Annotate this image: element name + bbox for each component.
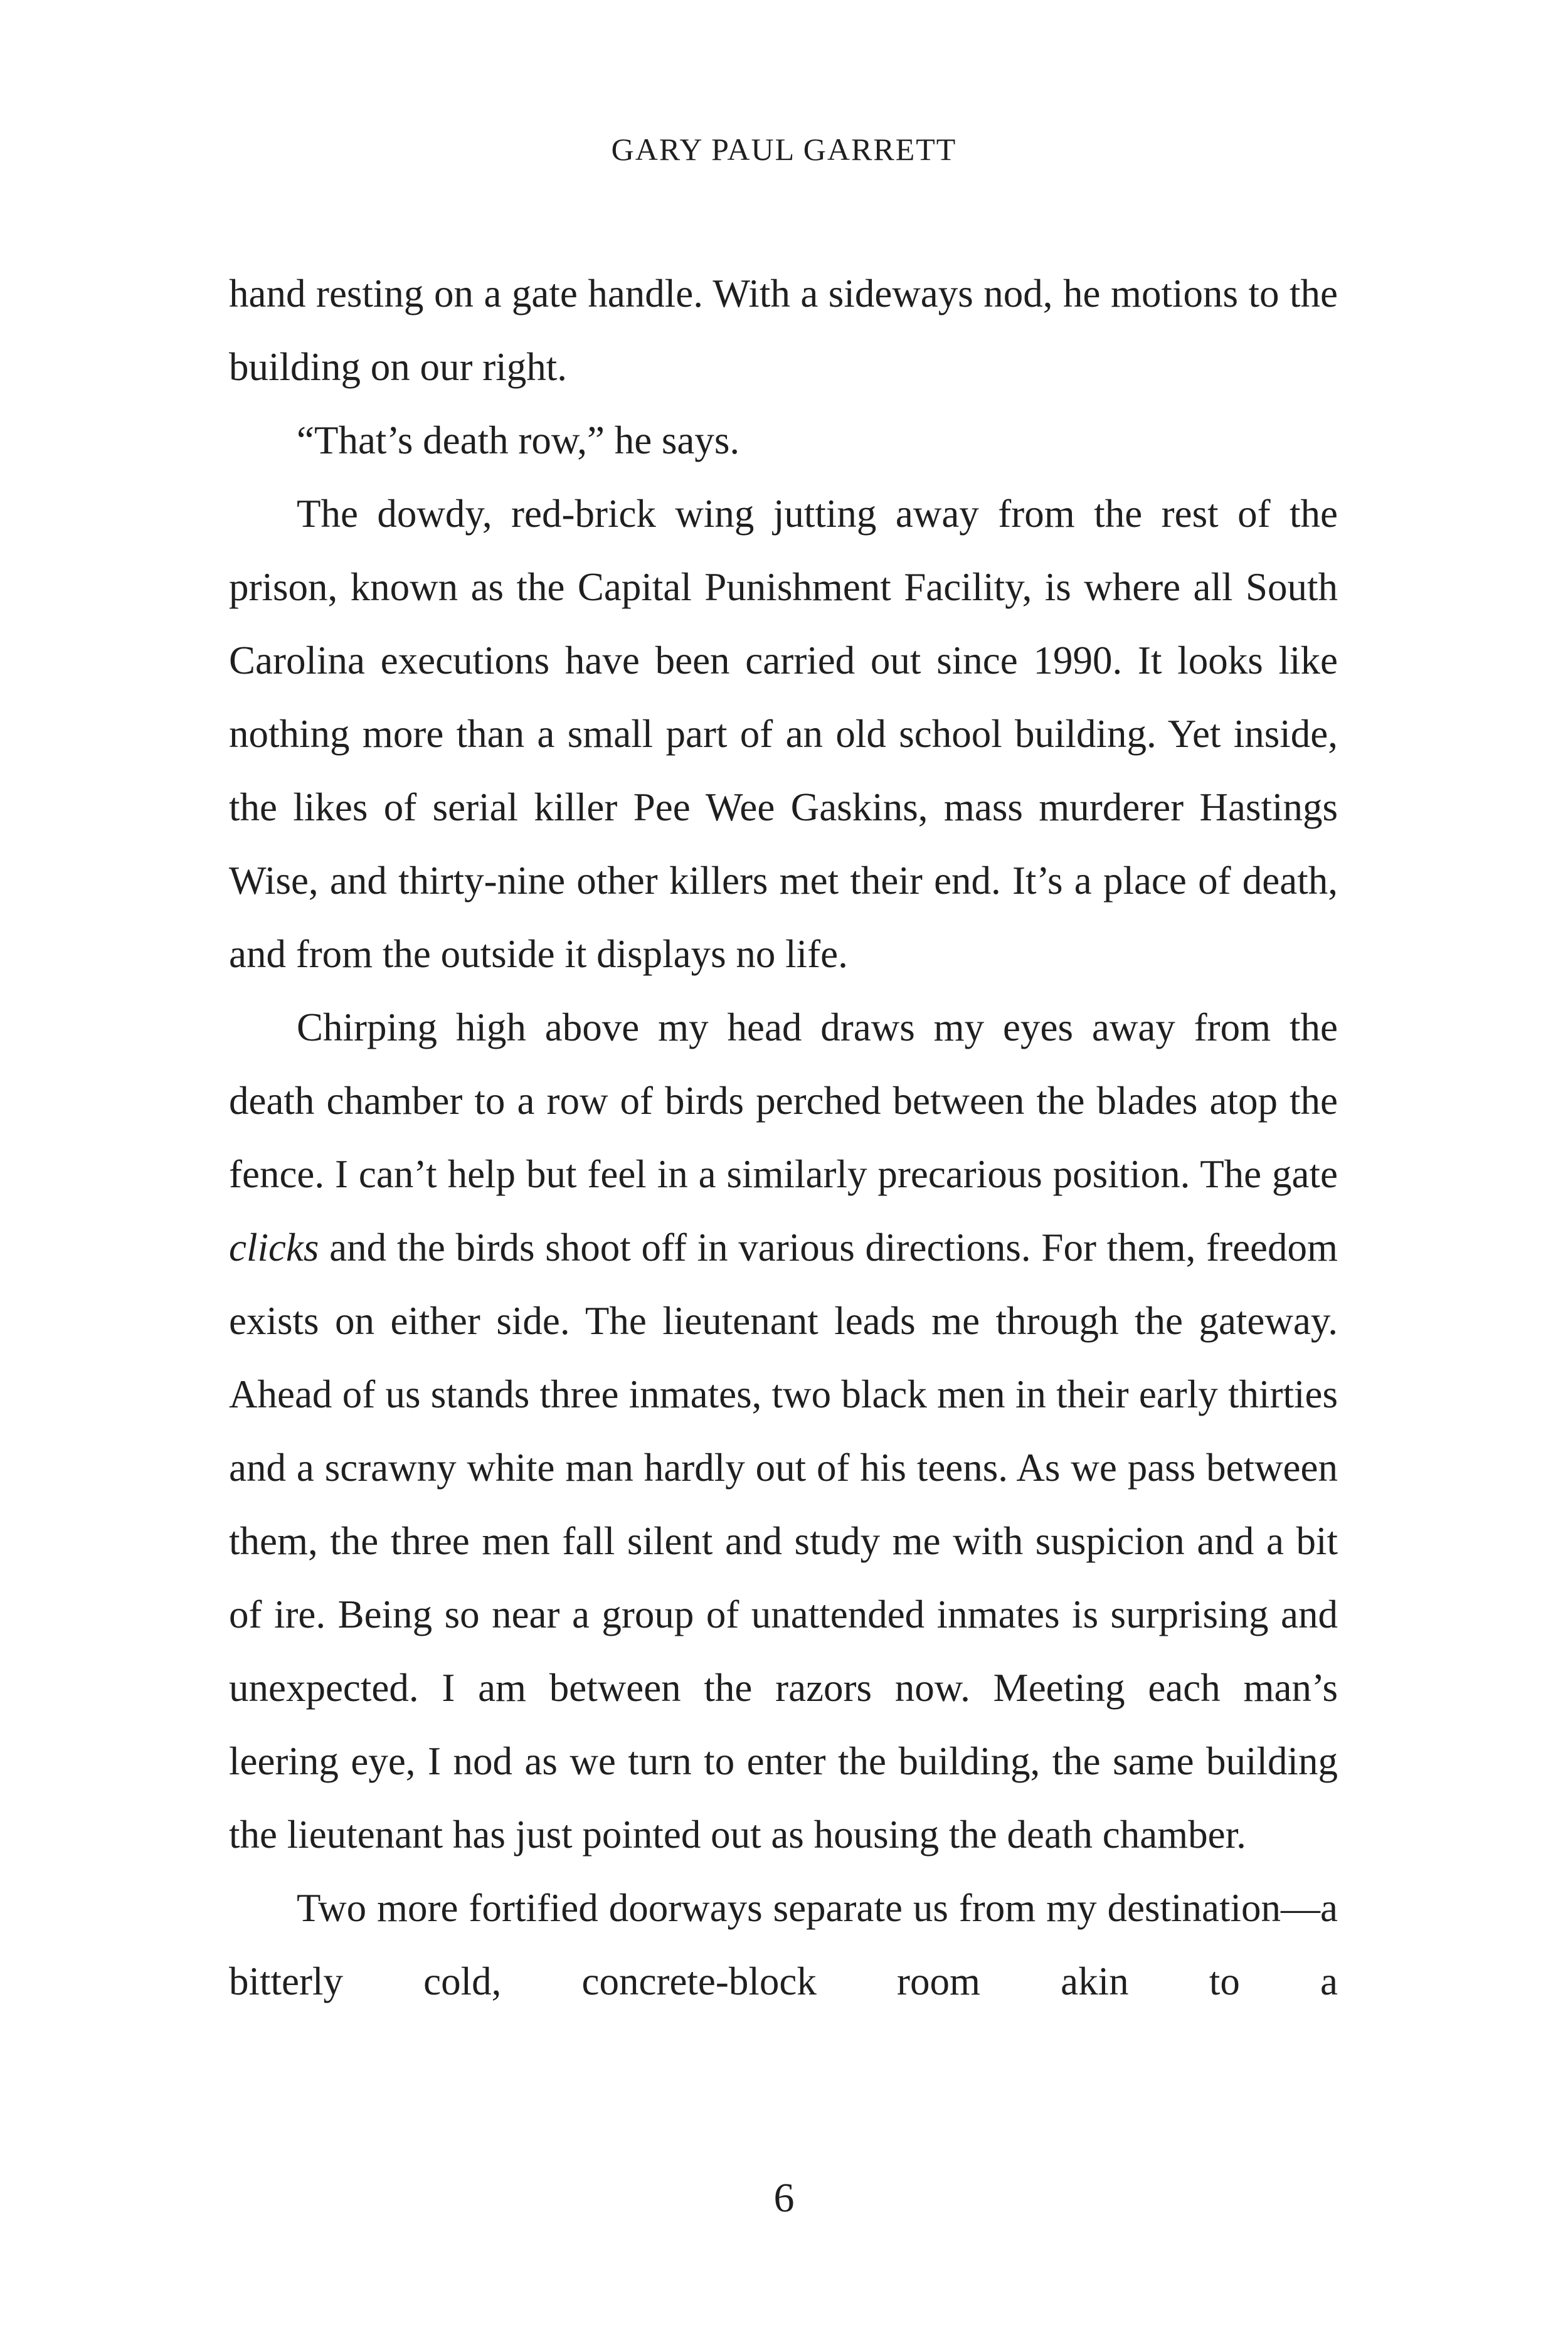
paragraph-2: “That’s death row,” he says.: [297, 418, 740, 462]
paragraph-4-text-after: and the birds shoot off in various directions. For them, freedom exists on either side. The lieutenant leads me through the gateway. Ahead of us stands three inmates, two black men in their early thirties and a scrawny white man hardly out of his teens. As we pass between them, the three men fall silent and study me with suspicion and a bit of ire. Being so near a group of unattended inmates is surprising and unexpected. I am between the razors now. Meeting each man’s leering eye, I nod as we turn to enter the building, the same building the lieutenant has just pointed out as housing the death chamber.: [229, 1226, 1338, 1857]
paragraph-4-text-before: Chirping high above my head draws my eyes away from the death chamber to a row of birds perched between the blades atop the fence. I can’t help but feel in a similarly precarious position. The gate: [229, 1005, 1338, 1196]
emphasis-clicks: clicks: [229, 1226, 319, 1269]
paragraph-3: The dowdy, red-brick wing jutting away from the rest of the prison, known as the Capital Punishment Facility, is where all South Carolina executions have been carried out since 1990. It looks like nothing more than a small part of an old school building. Yet inside, the likes of serial killer Pee Wee Gaskins, mass murderer Hastings Wise, and thirty-nine other killers met their end. It’s a place of death, and from the outside it displays no life.: [229, 492, 1338, 976]
page-number: 6: [773, 2175, 795, 2221]
paragraph-5: Two more fortified doorways separate us from my destination—a bitterly cold, concrete-block room akin to a: [229, 1886, 1338, 2003]
body-text: [229, 257, 1338, 2018]
running-head: GARY PAUL GARRETT: [611, 132, 957, 167]
paragraph-1: hand resting on a gate handle. With a sideways nod, he motions to the building on our right.: [229, 272, 1338, 389]
paragraph-4: [229, 991, 1338, 1872]
